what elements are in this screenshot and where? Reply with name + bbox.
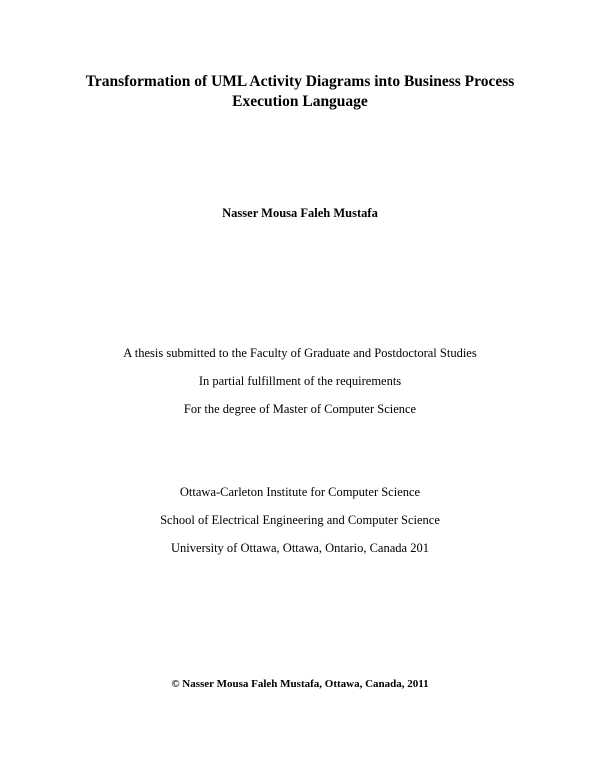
submission-statement-line-1: A thesis submitted to the Faculty of Graduate and Postdoctoral Studies — [123, 346, 477, 360]
submission-statement-line-2: In partial fulfillment of the requirements — [198, 374, 402, 388]
thesis-title-line-1: Transformation of UML Activity Diagrams into Business Process — [85, 73, 515, 90]
university-location: University of Ottawa, Ottawa, Ontario, Canada 201 — [171, 541, 429, 555]
thesis-title-line-2: Execution Language — [232, 93, 368, 110]
author-name: Nasser Mousa Faleh Mustafa — [222, 206, 378, 220]
institute-name: Ottawa-Carleton Institute for Computer Science — [179, 485, 421, 499]
submission-statement-line-3: For the degree of Master of Computer Science — [183, 402, 417, 416]
school-name: School of Electrical Engineering and Computer Science — [160, 513, 440, 527]
copyright-notice: © Nasser Mousa Faleh Mustafa, Ottawa, Canada, 2011 — [171, 678, 429, 690]
